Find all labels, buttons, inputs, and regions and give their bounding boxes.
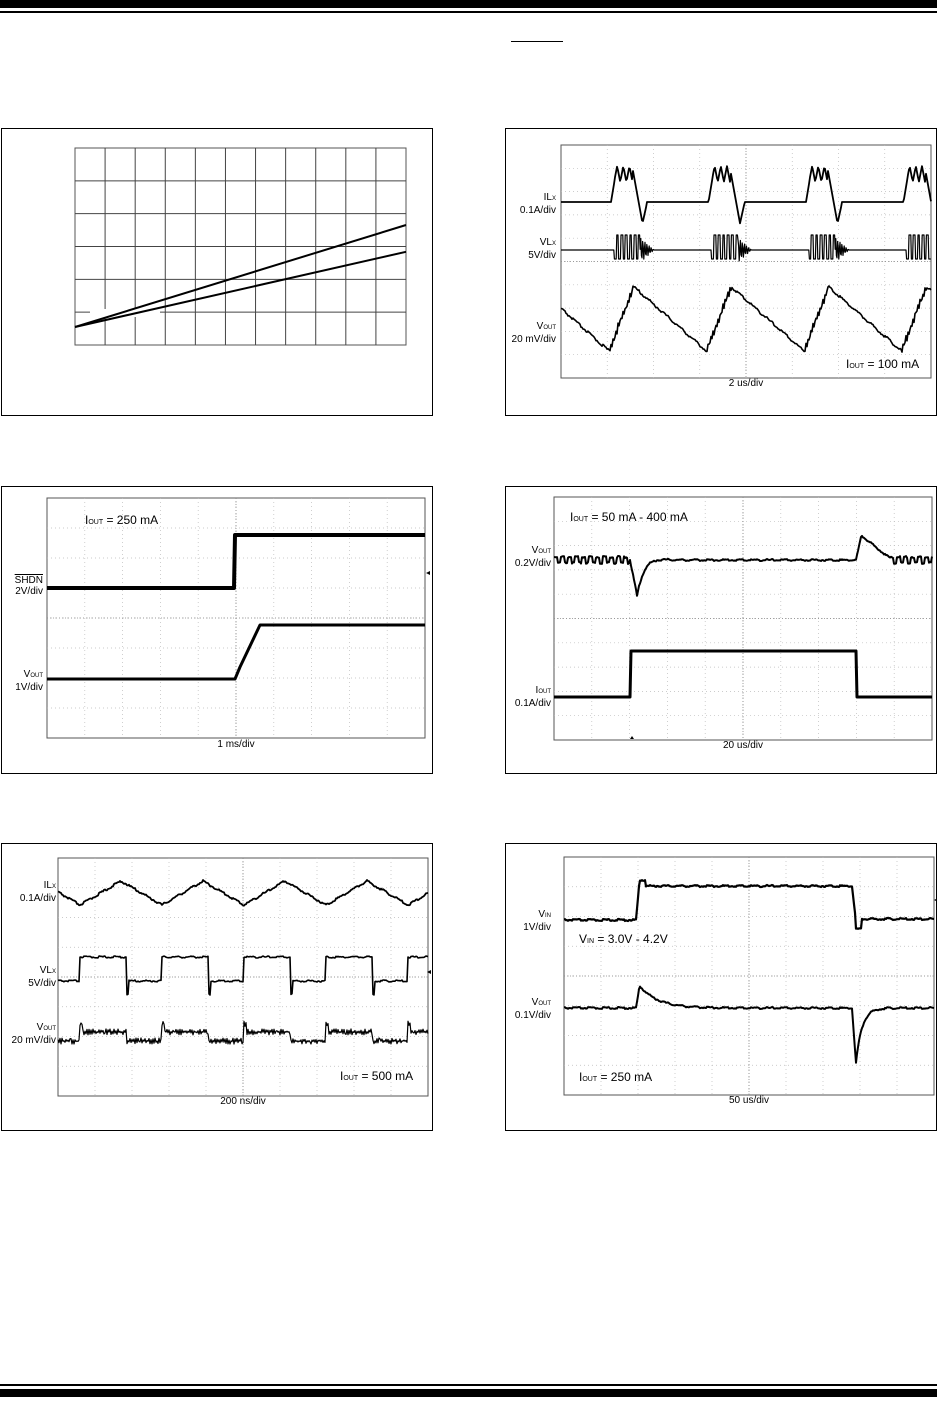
scope-screen-6 xyxy=(506,844,936,1130)
scope-panel-3 xyxy=(1,486,433,774)
load-annotation: IOUT = 100 mA xyxy=(846,357,920,371)
scope-screen-2 xyxy=(506,129,936,415)
load-annotation: IOUT = 250 mA xyxy=(579,1070,653,1084)
header-overline-mark xyxy=(511,41,563,42)
footer-rule-thin xyxy=(0,1384,937,1386)
channel-label-shdn: SHDN 2V/div xyxy=(14,575,43,597)
scope-panel-2 xyxy=(505,128,937,416)
channel-label-ilx: ILX 0.1A/div xyxy=(519,192,556,216)
channel-label-vout: VOUT 1V/div xyxy=(15,669,43,693)
channel-label-ilx: ILX 0.1A/div xyxy=(19,880,56,904)
timebase-label: 50 us/div xyxy=(728,1095,770,1106)
scope-panel-4 xyxy=(505,486,937,774)
load-annotation: IOUT = 500 mA xyxy=(340,1069,414,1083)
scope-panel-5 xyxy=(1,843,433,1131)
trace-vout xyxy=(58,1021,428,1044)
scope-panel-6 xyxy=(505,843,937,1131)
vin-step-annotation: VIN = 3.0V - 4.2V xyxy=(579,932,668,946)
trace-vl-x xyxy=(58,956,428,995)
trace-shdn xyxy=(47,535,425,588)
ground-marker xyxy=(426,571,430,575)
load-annotation: IOUT = 50 mA - 400 mA xyxy=(570,510,688,524)
chart-panel-1 xyxy=(1,128,433,416)
chart-plot-1 xyxy=(2,129,432,415)
scope-screen-5 xyxy=(2,844,432,1130)
scope-screen-4 xyxy=(506,487,936,773)
header-rule-thin xyxy=(0,11,937,13)
channel-label-vout: VOUT 20 mV/div xyxy=(511,321,556,345)
channel-label-vout: VOUT 20 mV/div xyxy=(11,1022,56,1046)
header-rule-thick xyxy=(0,0,937,8)
scope-screen-3 xyxy=(2,487,432,773)
timebase-label: 20 us/div xyxy=(722,740,764,751)
trigger-marker xyxy=(630,736,634,739)
timebase-label: 1 ms/div xyxy=(217,739,255,750)
channel-label-vlx: VLX 5V/div xyxy=(528,237,556,261)
channel-label-iout: IOUT 0.1A/div xyxy=(514,685,551,709)
timebase-label: 2 us/div xyxy=(728,378,764,389)
load-annotation: IOUT = 250 mA xyxy=(85,513,159,527)
channel-label-vout: VOUT 0.1V/div xyxy=(514,997,551,1021)
channel-label-vin: VIN 1V/div xyxy=(523,909,551,933)
trace-il-x xyxy=(58,880,428,906)
channel-label-vout: VOUT 0.2V/div xyxy=(514,545,551,569)
channel-label-vlx: VLX 5V/div xyxy=(28,965,56,989)
footer-rule-thick xyxy=(0,1389,937,1397)
timebase-label: 200 ns/div xyxy=(220,1096,266,1107)
series-line-2 xyxy=(75,252,406,327)
